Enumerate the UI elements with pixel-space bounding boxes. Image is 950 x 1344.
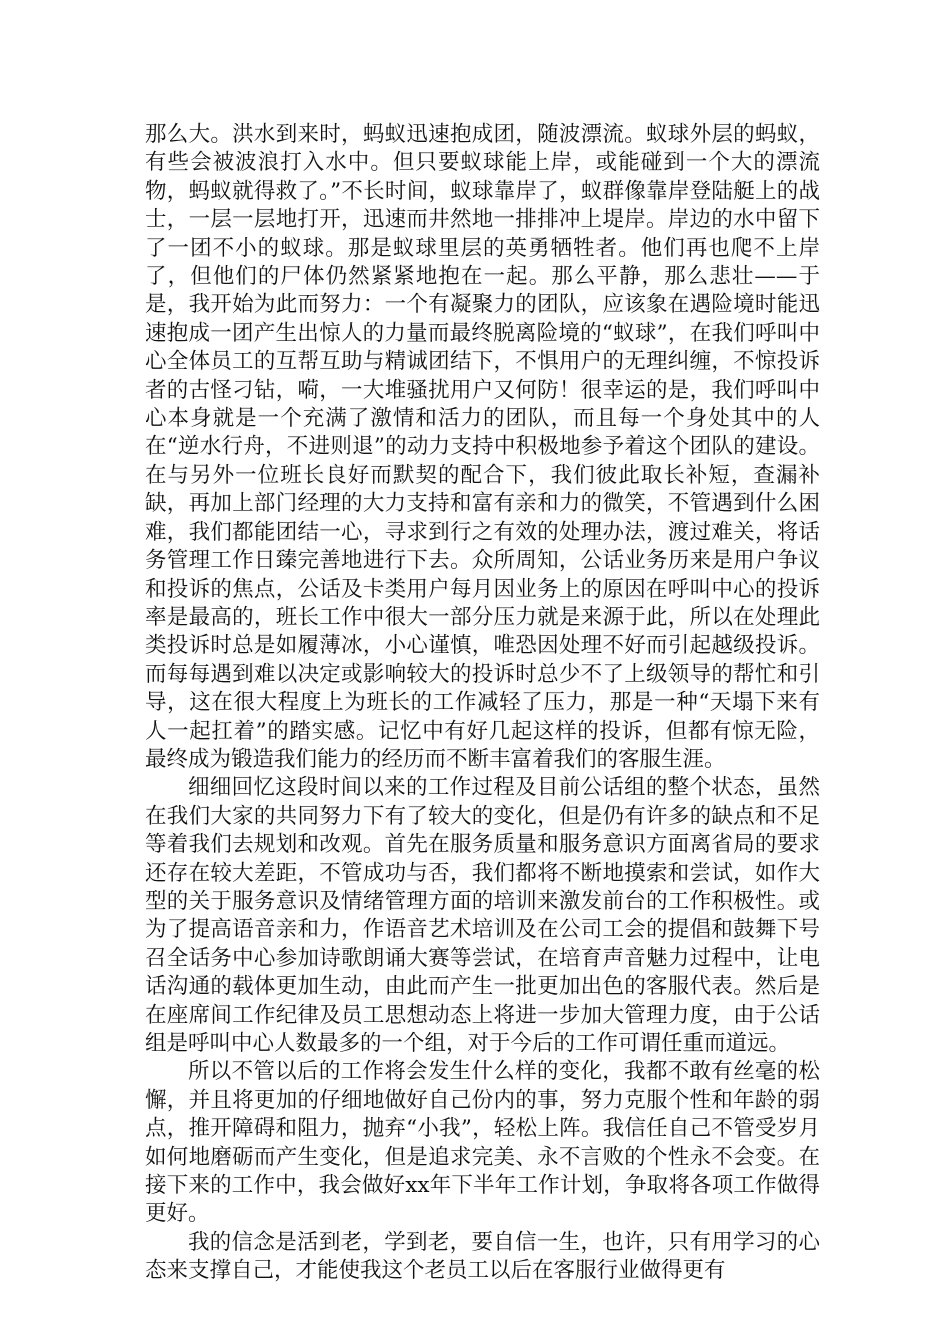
paragraph-1: 那么大。洪水到来时，蚂蚁迅速抱成团，随波漂流。蚁球外层的蚂蚁，有些会被波浪打入水中。但只要蚁球能上岸，或能碰到一个大的漂流物，蚂蚁就得救了。”不长时间，蚁球靠岸了，蚁群像靠岸登陆艇上的战士，一层一层地打开，迅速而井然地一排排冲上堤岸。岸边的水中留下了一团不小的蚁球。那是蚁球里层的英勇牺牲者。他们再也爬不上岸了，但他们的尸体仍然紧紧地抱在一起。那么平静，那么悲壮——于是，我开始为此而努力：一个有凝聚力的团队，应该象在遇险境时能迅速抱成一团产生出惊人的力量而最终脱离险境的“蚁球”，在我们呼叫中心全体员工的互帮互助与精诚团结下，不惧用户的无理纠缠，不惊投诉者的古怪刁钻，嗬，一大堆骚扰用户又何防！很幸运的是，我们呼叫中心本身就是一个充满了激情和活力的团队，而且每一个身处其中的人在“逆水行舟，不进则退”的动力支持中积极地参予着这个团队的建设。在与另外一位班长良好而默契的配合下，我们彼此取长补短，查漏补缺，再加上部门经理的大力支持和富有亲和力的微笑，不管遇到什么困难，我们都能团结一心，寻求到行之有效的处理办法，渡过难关，将话务管理工作日臻完善地进行下去。众所周知，公话业务历来是用户争议和投诉的焦点，公话及卡类用户每月因业务上的原因在呼叫中心的投诉率是最高的，班长工作中很大一部分压力就是来源于此，所以在处理此类投诉时总是如履薄冰，小心谨慎，唯恐因处理不好而引起越级投诉。而每每遇到难以决定或影响较大的投诉时总少不了上级领导的帮忙和引导，这在很大程度上为班长的工作减轻了压力，那是一种“天塌下来有人一起扛着”的踏实感。记忆中有好几起这样的投诉，但都有惊无险，最终成为锻造我们能力的经历而不断丰富着我们的客服生涯。 [145,122,820,772]
paragraph-2: 细细回忆这段时间以来的工作过程及目前公话组的整个状态，虽然在我们大家的共同努力下有了较大的变化，但是仍有许多的缺点和不足等着我们去规划和改观。首先在服务质量和服务意识方面离省局的要求还存在较大差距，不管成功与否，我们都将不断地摸索和尝试，如作大型的关于服务意识及情绪管理方面的培训来激发前台的工作积极性。或为了提高语音亲和力，作语音艺术培训及在公司工会的提倡和鼓舞下号召全话务中心参加诗歌朗诵大赛等尝试，在培育声音魅力过程中，让电话沟通的载体更加生动，由此而产生一批更加出色的客服代表。然后是在座席间工作纪律及员工思想动态上将进一步加大管理力度，由于公话组是呼叫中心人数最多的一个组，对于今后的工作可谓任重而道远。 [145,775,820,1056]
paragraph-4: 我的信念是活到老，学到老，要自信一生，也许，只有用学习的心态来支撑自己，才能使我这个老员工以后在客服行业做得更有 [145,1229,820,1284]
document-page [145,121,820,1286]
paragraph-3: 所以不管以后的工作将会发生什么样的变化，我都不敢有丝毫的松懈，并且将更加的仔细地做好自己份内的事，努力克服个性和年龄的弱点，推开障碍和阻力，抛弃“小我”，轻松上阵。我信任自己不管受岁月如何地磨砺而产生变化，但是追求完美、永不言败的个性永不会变。在接下来的工作中，我会做好xx年下半年工作计划，争取将各项工作做得更好。 [145,1059,820,1227]
